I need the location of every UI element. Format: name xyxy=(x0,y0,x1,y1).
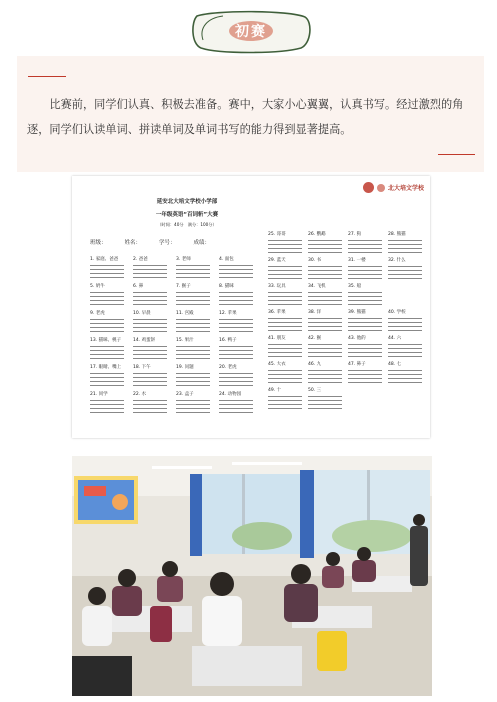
word-label: 50. 三 xyxy=(308,388,322,393)
classroom-scene-icon xyxy=(72,456,432,696)
field-number: 学号： xyxy=(159,240,176,246)
word-label: 15. 果汁 xyxy=(176,338,194,343)
answer-line xyxy=(388,275,422,279)
answer-line xyxy=(176,328,210,332)
answer-line xyxy=(348,353,382,357)
answer-line xyxy=(308,353,342,357)
word-list-left xyxy=(90,256,262,415)
word-label: 48. 七 xyxy=(388,362,402,367)
answer-line xyxy=(348,275,382,279)
word-item xyxy=(308,257,348,281)
section-title-badge xyxy=(189,8,313,54)
answer-line xyxy=(176,409,210,413)
answer-line xyxy=(133,355,167,359)
word-label: 27. 狗 xyxy=(348,232,362,237)
intro-box xyxy=(17,56,484,172)
word-label: 10. 早晨 xyxy=(133,311,151,316)
seal-small-icon xyxy=(377,184,385,192)
word-item xyxy=(133,256,176,280)
answer-line xyxy=(268,275,302,279)
field-class: 班级： xyxy=(90,240,107,246)
exam-paper-image xyxy=(72,176,430,438)
answer-line xyxy=(348,301,382,305)
word-item xyxy=(90,364,133,388)
word-item xyxy=(133,310,176,334)
word-item xyxy=(348,231,388,255)
paper-subtitle: （时间：40分 满分：100分） xyxy=(157,222,217,227)
word-label: 17. 眼睛、嘴上 xyxy=(90,365,122,370)
word-item xyxy=(388,361,428,385)
word-item xyxy=(176,283,219,307)
word-label: 28. 熊猫 xyxy=(388,232,406,237)
answer-line xyxy=(90,301,124,305)
word-item xyxy=(308,231,348,255)
word-label: 41. 朋友 xyxy=(268,336,286,341)
word-item xyxy=(348,361,388,385)
word-item xyxy=(90,256,133,280)
word-label: 45. 大衣 xyxy=(268,362,286,367)
word-label: 13. 猫咪、桃子 xyxy=(90,338,122,343)
word-label: 33. 玩具 xyxy=(268,284,286,289)
answer-line xyxy=(176,301,210,305)
word-label: 24. 动物园 xyxy=(219,392,242,397)
word-item xyxy=(348,257,388,281)
word-label: 39. 熊猫 xyxy=(348,310,366,315)
word-label: 26. 鹦鹉 xyxy=(308,232,326,237)
word-label: 8. 猫咪 xyxy=(219,284,234,289)
answer-line xyxy=(308,405,342,409)
word-item xyxy=(268,231,308,255)
word-label: 23. 盒子 xyxy=(176,392,194,397)
word-item xyxy=(348,335,388,359)
word-item xyxy=(388,387,428,411)
word-item xyxy=(388,257,428,281)
answer-line xyxy=(90,328,124,332)
decor-line-bottom xyxy=(438,154,475,155)
answer-line xyxy=(219,409,253,413)
word-item xyxy=(308,309,348,333)
word-item xyxy=(219,310,262,334)
word-label: 11. 宫殿 xyxy=(176,311,194,316)
word-item xyxy=(308,387,348,411)
word-item xyxy=(176,364,219,388)
word-label: 42. 猴 xyxy=(308,336,322,341)
word-list-right xyxy=(268,231,428,411)
word-item xyxy=(268,309,308,333)
word-item xyxy=(219,364,262,388)
word-label: 18. 下午 xyxy=(133,365,151,370)
answer-line xyxy=(219,274,253,278)
word-label: 34. 飞机 xyxy=(308,284,326,289)
answer-line xyxy=(388,327,422,331)
answer-line xyxy=(90,409,124,413)
word-item xyxy=(268,361,308,385)
answer-line xyxy=(219,355,253,359)
answer-line xyxy=(90,382,124,386)
answer-line xyxy=(133,301,167,305)
word-item xyxy=(90,283,133,307)
answer-line xyxy=(308,379,342,383)
word-item xyxy=(268,335,308,359)
word-item xyxy=(176,337,219,361)
word-item xyxy=(90,310,133,334)
word-label: 29. 蓝天 xyxy=(268,258,286,263)
word-item xyxy=(176,310,219,334)
answer-line xyxy=(388,249,422,253)
word-label: 31. 一楼 xyxy=(348,258,366,263)
answer-line xyxy=(176,355,210,359)
word-label: 40. 学校 xyxy=(388,310,406,315)
word-label: 1. 家庭、爸爸 xyxy=(90,257,119,262)
word-item xyxy=(348,387,388,411)
word-item xyxy=(308,335,348,359)
word-item xyxy=(219,256,262,280)
answer-line xyxy=(308,249,342,253)
word-label: 6. 鼻 xyxy=(133,284,144,289)
answer-line xyxy=(348,327,382,331)
field-score: 成绩： xyxy=(193,240,211,246)
word-label: 43. 他的 xyxy=(348,336,366,341)
answer-line xyxy=(308,275,342,279)
word-label: 5. 奶牛 xyxy=(90,284,105,289)
answer-line xyxy=(308,301,342,305)
word-item xyxy=(219,337,262,361)
word-label: 21. 同学 xyxy=(90,392,108,397)
word-label: 49. 十 xyxy=(268,388,282,393)
word-item xyxy=(388,335,428,359)
word-item xyxy=(348,309,388,333)
word-label: 19. 问题 xyxy=(176,365,194,370)
paper-title: 一年级英语“百词斩”大赛 xyxy=(155,212,219,218)
word-label: 2. 爸爸 xyxy=(133,257,148,262)
word-label: 32. 什么 xyxy=(388,258,406,263)
answer-line xyxy=(348,379,382,383)
word-item xyxy=(308,283,348,307)
word-label: 3. 老师 xyxy=(176,257,191,262)
word-label: 9. 老虎 xyxy=(90,311,105,316)
answer-line xyxy=(219,301,253,305)
word-label: 44. 六 xyxy=(388,336,402,341)
word-label: 36. 苹果 xyxy=(268,310,286,315)
answer-line xyxy=(133,409,167,413)
word-item xyxy=(388,283,428,307)
classroom-photo xyxy=(72,456,432,696)
word-item xyxy=(90,337,133,361)
section-title: 初赛 xyxy=(235,24,267,40)
word-item xyxy=(348,283,388,307)
answer-line xyxy=(348,249,382,253)
word-label: 46. 九 xyxy=(308,362,322,367)
word-label: 30. 书 xyxy=(308,258,322,263)
answer-line xyxy=(219,382,253,386)
word-item xyxy=(133,337,176,361)
word-item xyxy=(268,283,308,307)
answer-line xyxy=(176,274,210,278)
intro-paragraph: 比赛前，同学们认真、积极去准备。赛中，大家小心翼翼，认真书写。经过激烈的角逐，同学们认读单词、拼读单词及单词书写的能力得到显著提高。 xyxy=(27,98,464,136)
word-label: 35. 船 xyxy=(348,284,362,289)
answer-line xyxy=(268,327,302,331)
word-item xyxy=(388,309,428,333)
answer-line xyxy=(268,379,302,383)
seal-icon xyxy=(363,182,374,193)
word-item xyxy=(219,283,262,307)
word-label: 20. 老虎 xyxy=(219,365,237,370)
word-label: 25. 哥哥 xyxy=(268,232,286,237)
word-item xyxy=(388,231,428,255)
paper-school: 延安北大培文学校小学部 xyxy=(156,199,218,205)
word-label: 14. 鸡蛋饼 xyxy=(133,338,156,343)
answer-line xyxy=(219,328,253,332)
word-item xyxy=(268,257,308,281)
field-name: 姓名： xyxy=(124,240,142,246)
word-item xyxy=(268,387,308,411)
answer-line xyxy=(268,405,302,409)
answer-line xyxy=(90,274,124,278)
paper-fields xyxy=(90,238,210,246)
answer-line xyxy=(133,328,167,332)
word-item xyxy=(133,283,176,307)
answer-line xyxy=(388,353,422,357)
word-item xyxy=(133,364,176,388)
answer-line xyxy=(133,274,167,278)
word-label: 22. 水 xyxy=(133,392,147,397)
word-item xyxy=(176,256,219,280)
word-label: 7. 猴子 xyxy=(176,284,191,289)
answer-line xyxy=(133,382,167,386)
logo-text: 北大培文学校 xyxy=(387,185,424,192)
answer-line xyxy=(268,249,302,253)
answer-line xyxy=(176,382,210,386)
word-label: 38. 洋 xyxy=(308,310,322,315)
word-item xyxy=(176,391,219,415)
answer-line xyxy=(268,353,302,357)
answer-line xyxy=(90,355,124,359)
school-logo xyxy=(363,182,424,193)
word-label: 12. 苹果 xyxy=(219,311,237,316)
answer-line xyxy=(388,379,422,383)
word-label: 4. 面包 xyxy=(219,257,234,262)
answer-line xyxy=(268,301,302,305)
answer-line xyxy=(308,327,342,331)
word-item xyxy=(90,391,133,415)
word-item xyxy=(133,391,176,415)
word-item xyxy=(308,361,348,385)
decor-line-top xyxy=(28,76,66,77)
word-item xyxy=(219,391,262,415)
word-label: 16. 鸭子 xyxy=(219,338,237,343)
word-label: 47. 鼻子 xyxy=(348,362,366,367)
